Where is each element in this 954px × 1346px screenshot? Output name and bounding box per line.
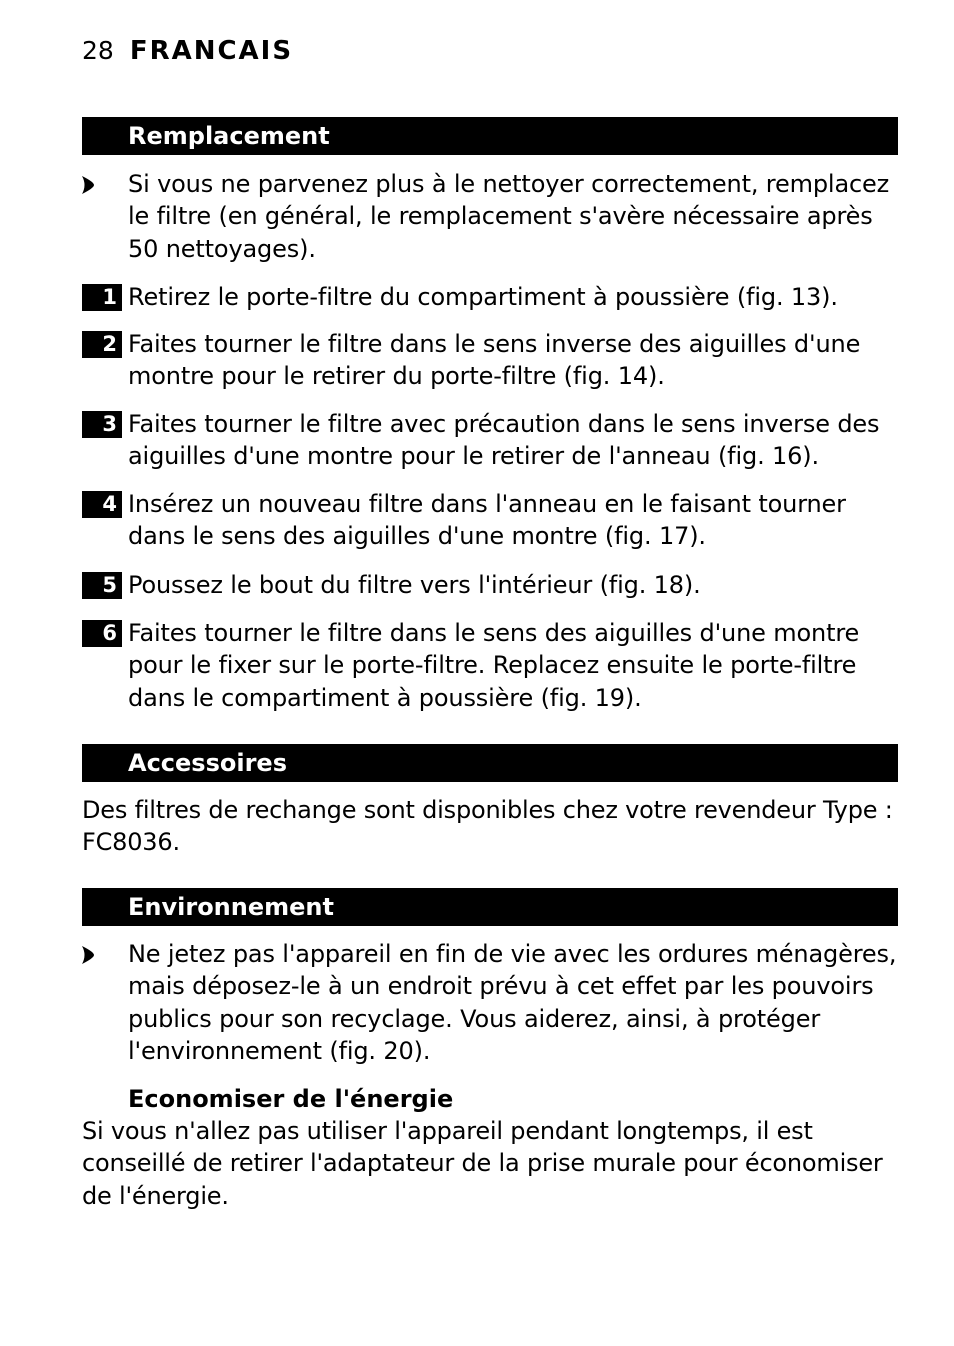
energie-paragraph: Si vous n'allez pas utiliser l'appareil pendant longtemps, il est conseillé de retirer l'adaptateur de la prise murale pour économiser de l'énergie.: [82, 1117, 883, 1210]
page-language: FRANCAIS: [129, 36, 294, 66]
step-item: [82, 408, 898, 473]
step-item: [82, 281, 898, 313]
step-item: [82, 569, 898, 601]
step-item: [82, 328, 898, 393]
page-header: [82, 36, 293, 72]
step-number: 4: [82, 491, 122, 518]
step-number: 5: [82, 572, 122, 599]
subheading-economiser: Economiser de l'énergie: [128, 1085, 454, 1113]
bullet-item-environnement: [82, 938, 898, 1067]
bullet-item-remplacement: [82, 168, 898, 265]
bullet-text: Si vous ne parvenez plus à le nettoyer correctement, remplacez le filtre (en général, le remplacement s'avère nécessaire après 50 nettoyages).: [128, 170, 890, 263]
section-title-accessoires: Accessoires: [82, 744, 898, 782]
step-number: 3: [82, 411, 122, 438]
bullet-text: Ne jetez pas l'appareil en fin de vie avec les ordures ménagères, mais déposez-le à un endroit prévu à cet effet par les pouvoirs publics pour son recyclage. Vous aiderez, ainsi, à protéger l'environnement (fig. 20).: [128, 940, 897, 1065]
step-text: Insérez un nouveau filtre dans l'anneau en le faisant tourner dans le sens des aiguilles d'une montre (fig. 17).: [128, 490, 846, 551]
bullet-icon: [82, 938, 96, 970]
step-text: Poussez le bout du filtre vers l'intérieur (fig. 18).: [128, 571, 701, 599]
step-text: Faites tourner le filtre dans le sens des aiguilles d'une montre pour le fixer sur le porte-filtre. Replacez ensuite le porte-filtre dans le compartiment à poussière (fig. 19).: [128, 619, 860, 712]
bullet-icon: [82, 168, 96, 200]
step-number: 6: [82, 620, 122, 647]
step-number: 2: [82, 331, 122, 358]
step-text: Retirez le porte-filtre du compartiment à poussière (fig. 13).: [128, 283, 838, 311]
step-item: [82, 617, 898, 714]
step-text: Faites tourner le filtre avec précaution dans le sens inverse des aiguilles d'une montre pour le retirer de l'anneau (fig. 16).: [128, 410, 880, 471]
step-number: 1: [82, 284, 122, 311]
step-text: Faites tourner le filtre dans le sens inverse des aiguilles d'une montre pour le retirer du porte-filtre (fig. 14).: [128, 330, 861, 391]
step-item: [82, 488, 898, 553]
page-number: 28: [82, 36, 114, 65]
section-title-remplacement: Remplacement: [82, 117, 898, 155]
accessoires-paragraph: Des filtres de rechange sont disponibles chez votre revendeur Type : FC8036.: [82, 796, 893, 857]
section-title-environnement: Environnement: [82, 888, 898, 926]
